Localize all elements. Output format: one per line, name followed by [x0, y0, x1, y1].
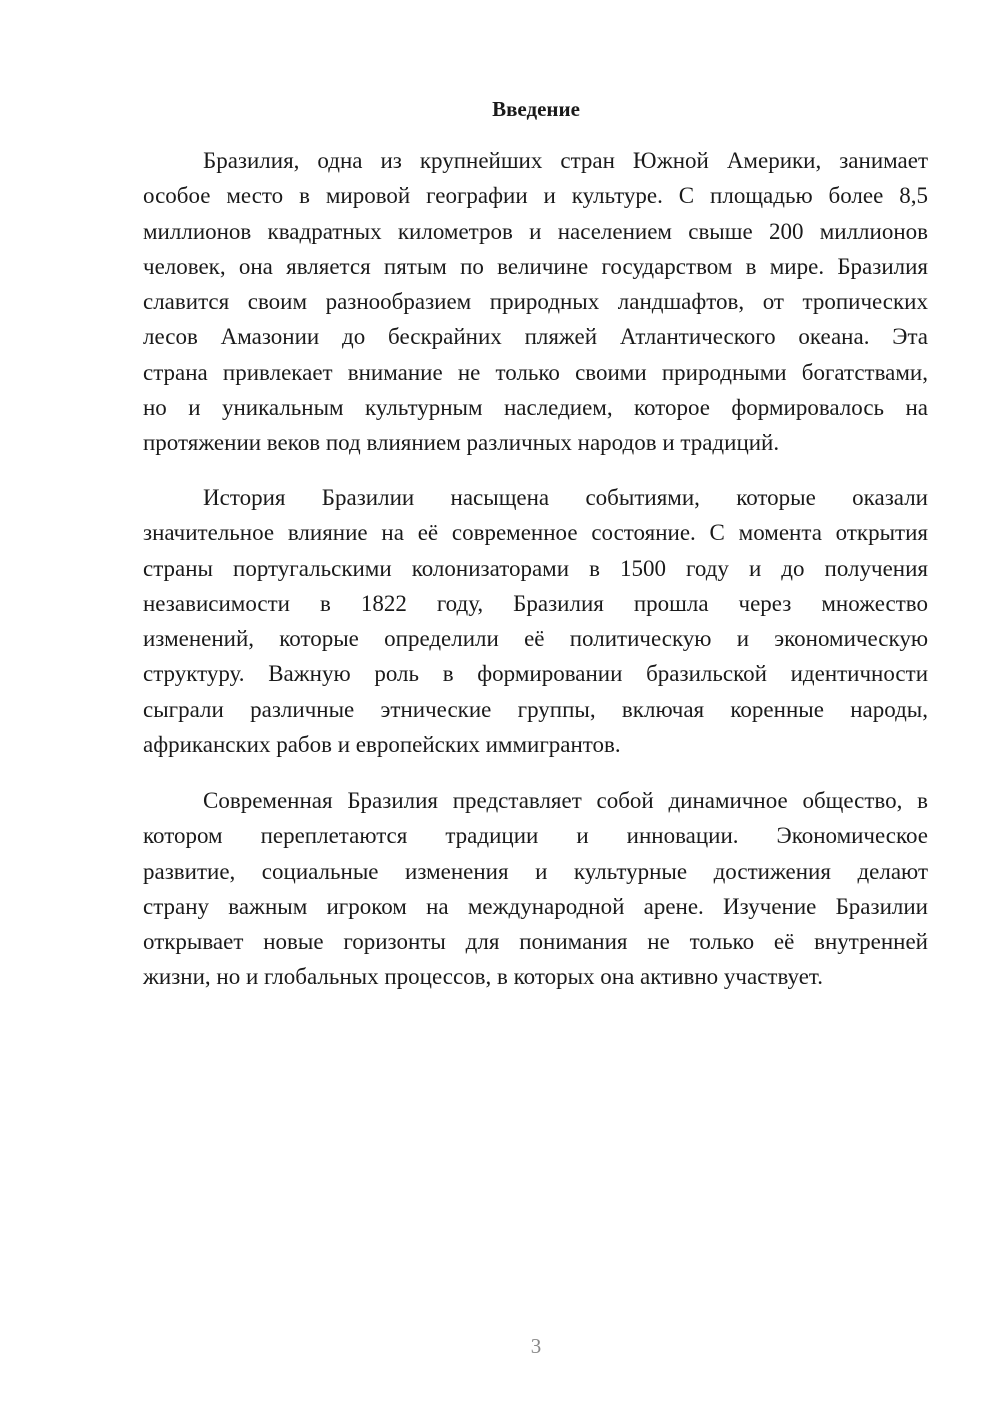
- text-line: изменений, которые определили её политическую и экономическую: [143, 626, 928, 652]
- text-line: независимости в 1822 году, Бразилия прошла через множество: [143, 590, 928, 616]
- text-line: страны португальскими колонизаторами в 1500 году и до получения: [143, 555, 928, 581]
- paragraph: [143, 480, 928, 762]
- text-line: открывает новые горизонты для понимания не только её внутренней: [143, 929, 928, 955]
- text-line: жизни, но и глобальных процессов, в которых она активно участвует.: [143, 964, 824, 990]
- text-line: страна привлекает внимание не только своими природными богатствами,: [143, 359, 928, 385]
- text-line: страну важным игроком на международной арене. Изучение Бразилии: [143, 893, 928, 919]
- text-line: но и уникальным культурным наследием, которое формировалось на: [143, 395, 928, 421]
- text-line: протяжении веков под влиянием различных народов и традиций.: [143, 430, 780, 456]
- text-line: сыграли различные этнические группы, включая коренные народы,: [143, 696, 928, 722]
- text-line: лесов Амазонии до бескрайних пляжей Атлантического океана. Эта: [143, 324, 928, 350]
- paragraph: [143, 143, 928, 461]
- text-line: значительное влияние на её современное состояние. С момента открытия: [143, 520, 928, 546]
- text-line: котором переплетаются традиции и инновации. Экономическое: [143, 823, 928, 849]
- text-line: развитие, социальные изменения и культурные достижения делают: [143, 858, 928, 884]
- paragraph: [143, 783, 928, 995]
- text-line: Современная Бразилия представляет собой динамичное общество, в: [203, 788, 928, 813]
- text-line: История Бразилии насыщена событиями, которые оказали: [203, 485, 928, 510]
- text-line: человек, она является пятым по величине государством в мире. Бразилия: [143, 253, 928, 279]
- text-line: славится своим разнообразием природных ландшафтов, от тропических: [143, 289, 928, 315]
- page-number: 3: [530, 1334, 542, 1358]
- section-heading: Введение: [492, 97, 580, 121]
- text-line: структуру. Важную роль в формировании бразильской идентичности: [143, 661, 928, 687]
- text-line: особое место в мировой географии и культуре. С площадью более 8,5: [143, 183, 928, 209]
- text-line: африканских рабов и европейских иммигрантов.: [143, 732, 621, 758]
- text-line: Бразилия, одна из крупнейших стран Южной Америки, занимает: [203, 148, 928, 173]
- text-line: миллионов квадратных километров и населением свыше 200 миллионов: [143, 218, 928, 244]
